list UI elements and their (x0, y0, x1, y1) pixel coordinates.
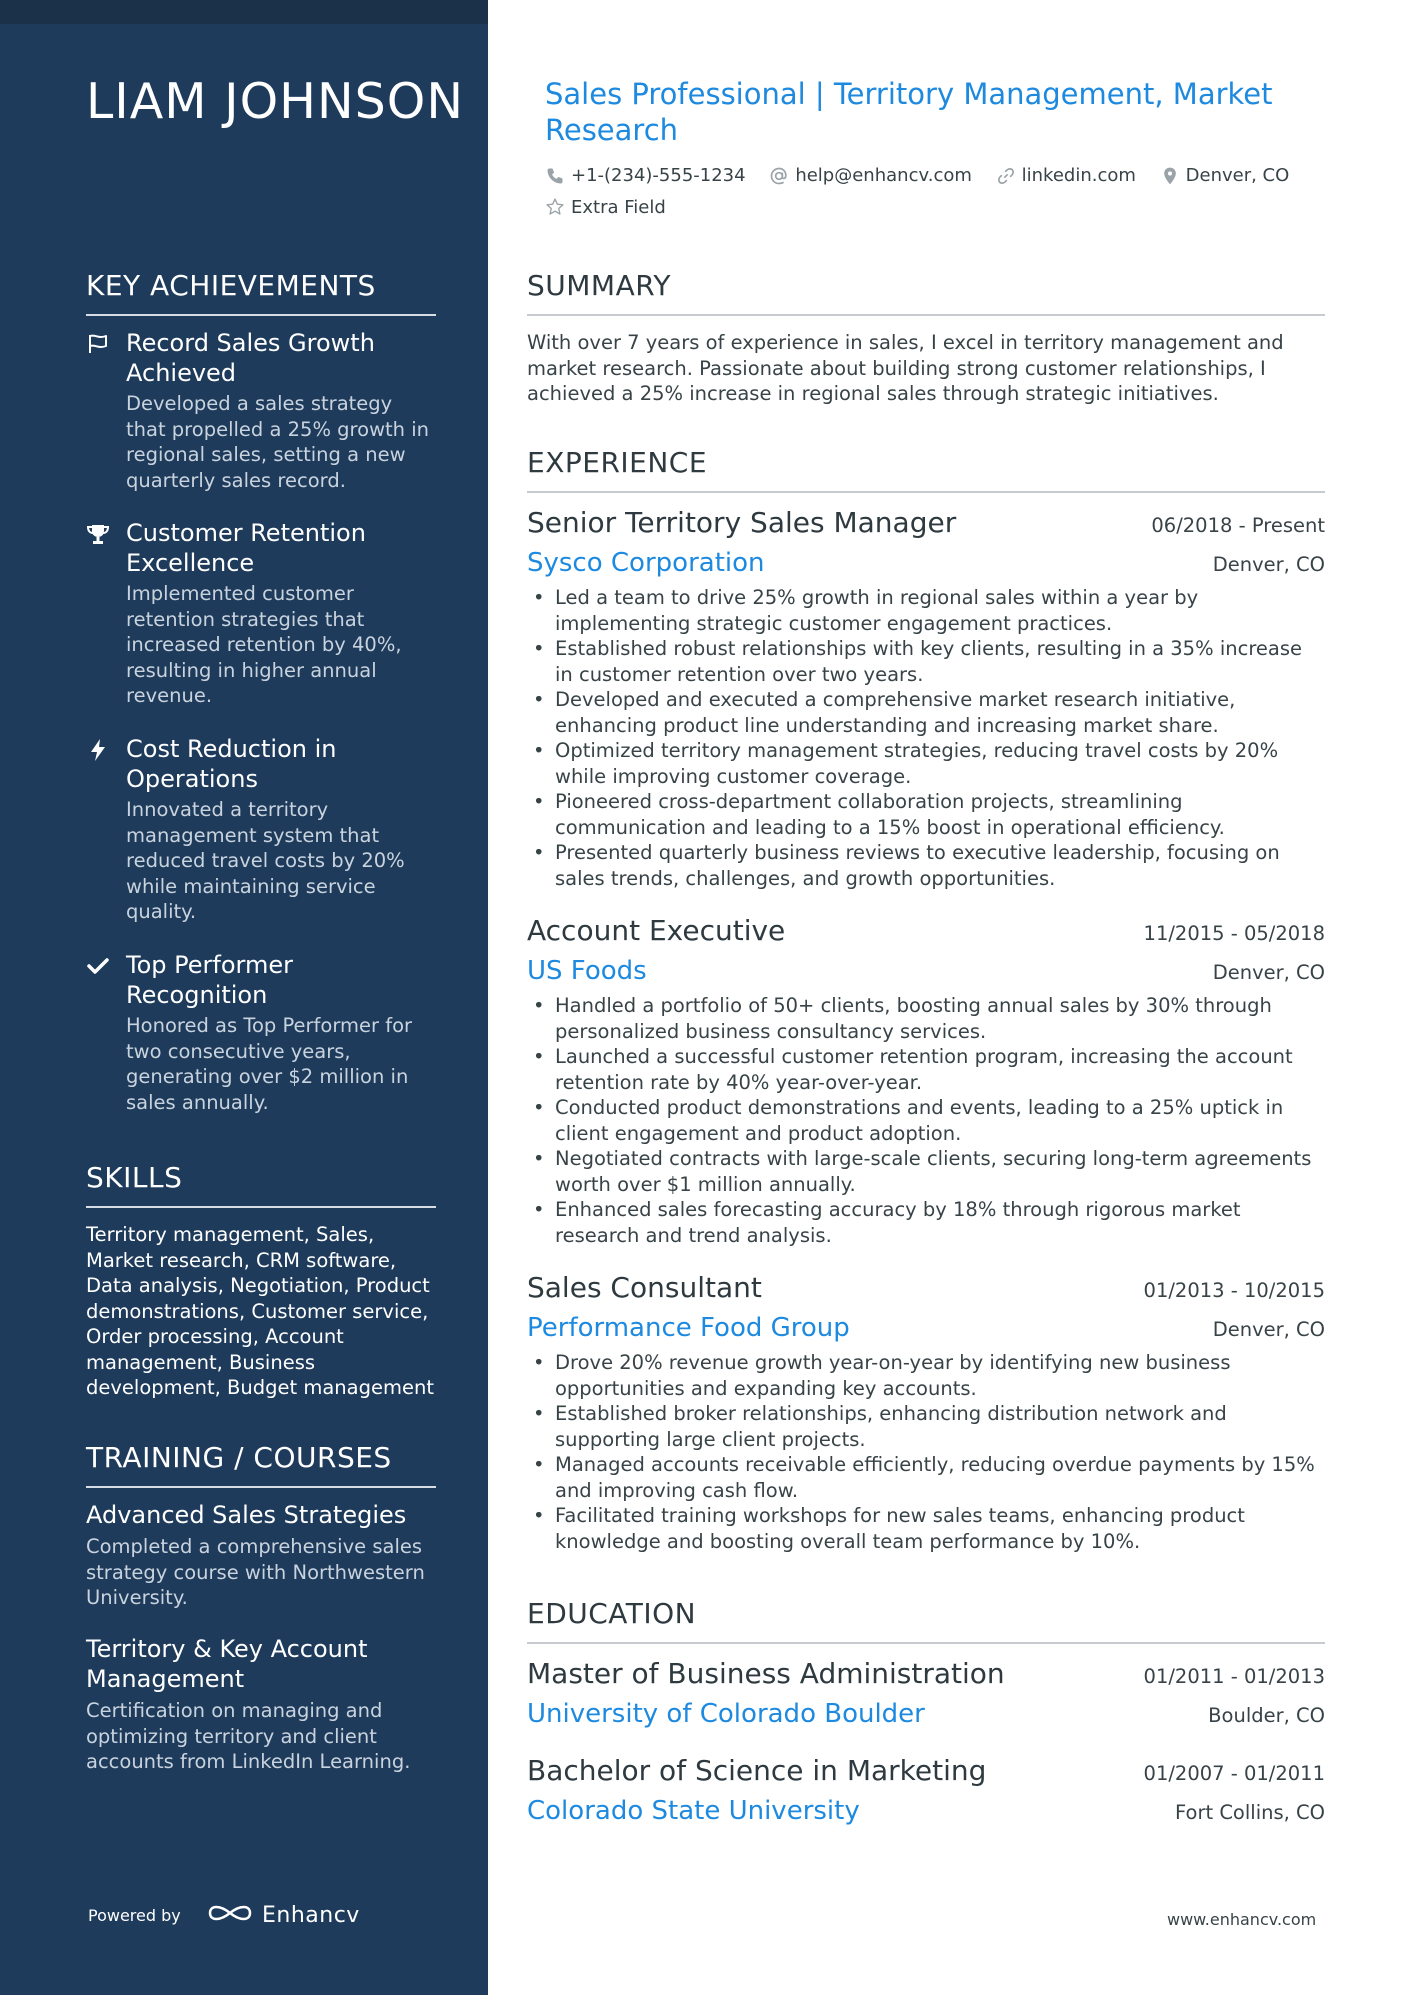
education-entry (527, 1656, 1325, 1732)
enhancv-logo-text: Enhancv (262, 1902, 360, 1928)
job-bullet: • Negotiated contracts with large-scale clients, securing long-term agreements worth over $1 million annually. (527, 1146, 1325, 1197)
enhancv-logo[interactable] (206, 1900, 360, 1930)
company-name: US Foods (527, 956, 647, 986)
job-bullet: • Handled a portfolio of 50+ clients, boosting annual sales by 30% through personalized business consultancy services. (527, 993, 1325, 1044)
job-bullet: • Managed accounts receivable efficiently, reducing overdue payments by 15% and improving cash flow. (527, 1452, 1325, 1503)
skills-heading: SKILLS (86, 1160, 436, 1208)
job-bullets (527, 1350, 1325, 1554)
job-bullet: • Developed and executed a comprehensive market research initiative, enhancing product line understanding and increasing market share. (527, 687, 1325, 738)
job-bullet: • Established broker relationships, enhancing distribution network and supporting large client projects. (527, 1401, 1325, 1452)
contact-phone[interactable] (545, 162, 746, 189)
job-date: 11/2015 - 05/2018 (1143, 922, 1325, 945)
achievement-description: Developed a sales strategy that propelled a 25% growth in regional sales, setting a new quarterly sales record. (126, 392, 429, 492)
training-courses-heading: TRAINING / COURSES (86, 1440, 436, 1488)
extra-field-text: Extra Field (571, 196, 666, 218)
education-entry (527, 1753, 1325, 1829)
location-pin-icon (1160, 166, 1180, 186)
skills-list: Territory management, Sales, Market research, CRM software, Data analysis, Negotiation, Product demonstrations, Customer service, Order processing, Account management, Business development, Budget management (86, 1223, 434, 1399)
achievement-item (86, 950, 436, 1115)
location-text: Denver, CO (1185, 165, 1290, 186)
course-description: Completed a comprehensive sales strategy course with Northwestern University. (86, 1535, 425, 1609)
phone-text: +1-(234)-555-1234 (571, 165, 746, 186)
company-name: Sysco Corporation (527, 548, 765, 578)
education-location: Boulder, CO (1208, 1704, 1325, 1727)
contact-linkedin[interactable] (996, 162, 1136, 189)
star-icon (545, 197, 565, 217)
job-date: 01/2013 - 10/2015 (1143, 1279, 1325, 1302)
summary-text: With over 7 years of experience in sales, I excel in territory management and market research. Passionate about building strong customer relationships, I achieved a 25% increase in regional sales through strategic initiatives. (527, 331, 1284, 405)
achievement-item (86, 518, 436, 709)
phone-icon (545, 166, 565, 186)
footer-url[interactable]: www.enhancv.com (1167, 1910, 1317, 1929)
job-title: Sales Consultant (527, 1271, 762, 1304)
course-description: Certification on managing and optimizing territory and client accounts from LinkedIn Learning. (86, 1699, 411, 1773)
job-bullet: • Drove 20% revenue growth year-on-year by identifying new business opportunities and expanding key accounts. (527, 1350, 1325, 1401)
lightning-icon (86, 738, 110, 762)
job-location: Denver, CO (1212, 553, 1325, 576)
education-date: 01/2007 - 01/2011 (1143, 1762, 1325, 1785)
checkmark-icon (86, 954, 110, 978)
achievement-title: Customer Retention Excellence (126, 519, 366, 577)
achievement-description: Innovated a territory management system that reduced travel costs by 20% while maintaining service quality. (126, 798, 405, 923)
company-name: Performance Food Group (527, 1313, 850, 1343)
headline: Sales Professional | Territory Management, Market Research (545, 77, 1273, 147)
contact-location (1160, 162, 1290, 189)
school-name: Colorado State University (527, 1796, 860, 1826)
degree-title: Bachelor of Science in Marketing (527, 1754, 987, 1787)
job-location: Denver, CO (1212, 1318, 1325, 1341)
job-location: Denver, CO (1212, 961, 1325, 984)
summary-heading: SUMMARY (527, 268, 1325, 316)
education-heading: EDUCATION (527, 1596, 1325, 1644)
email-text: help@enhancv.com (795, 165, 972, 186)
job-title: Senior Territory Sales Manager (527, 506, 957, 539)
key-achievements-heading: KEY ACHIEVEMENTS (86, 268, 436, 316)
job-title: Account Executive (527, 914, 786, 947)
course-item (86, 1634, 446, 1775)
job-bullet: • Presented quarterly business reviews to executive leadership, focusing on sales trends, challenges, and growth opportunities. (527, 840, 1325, 891)
job-bullets (527, 993, 1325, 1248)
at-icon (769, 166, 789, 186)
job-bullet: • Established robust relationships with key clients, resulting in a 35% increase in customer retention over two years. (527, 636, 1325, 687)
experience-heading: EXPERIENCE (527, 445, 1325, 493)
sidebar (0, 0, 488, 1995)
job-date: 06/2018 - Present (1151, 514, 1325, 537)
linkedin-text: linkedin.com (1021, 165, 1136, 186)
job-entry (527, 1270, 1325, 1554)
enhancv-logo-icon (206, 1900, 254, 1930)
job-entry (527, 913, 1325, 1248)
achievement-description: Implemented customer retention strategies that increased retention by 40%, resulting in higher annual revenue. (126, 582, 402, 707)
link-icon (996, 166, 1016, 186)
job-bullet: • Optimized territory management strategies, reducing travel costs by 20% while improving customer coverage. (527, 738, 1325, 789)
job-bullet: • Facilitated training workshops for new sales teams, enhancing product knowledge and boosting overall team performance by 10%. (527, 1503, 1325, 1554)
course-item (86, 1500, 446, 1611)
job-entry (527, 505, 1325, 891)
contact-email[interactable] (769, 162, 972, 189)
contact-extra (545, 194, 666, 221)
job-bullet: • Conducted product demonstrations and events, leading to a 25% uptick in client engagement and product adoption. (527, 1095, 1325, 1146)
job-bullet: • Launched a successful customer retention program, increasing the account retention rate by 40% year-over-year. (527, 1044, 1325, 1095)
flag-icon (86, 332, 110, 356)
achievement-item (86, 328, 436, 493)
job-bullet: • Pioneered cross-department collaboration projects, streamlining communication and leading to a 15% boost in operational efficiency. (527, 789, 1325, 840)
job-bullets (527, 585, 1325, 891)
achievement-item (86, 734, 436, 925)
course-title: Territory & Key Account Management (86, 1635, 368, 1693)
achievement-title: Top Performer Recognition (126, 951, 293, 1009)
achievement-description: Honored as Top Performer for two consecutive years, generating over $2 million in sales annually. (126, 1014, 413, 1114)
job-bullet: • Led a team to drive 25% growth in regional sales within a year by implementing strategic customer engagement practices. (527, 585, 1325, 636)
trophy-icon (86, 522, 110, 546)
achievement-title: Cost Reduction in Operations (126, 735, 337, 793)
course-title: Advanced Sales Strategies (86, 1501, 407, 1529)
school-name: University of Colorado Boulder (527, 1699, 925, 1729)
education-date: 01/2011 - 01/2013 (1143, 1665, 1325, 1688)
candidate-name: LIAM JOHNSON (86, 73, 464, 130)
contact-info (545, 162, 1345, 225)
sidebar-top-strip (0, 0, 488, 24)
achievement-title: Record Sales Growth Achieved (126, 329, 375, 387)
degree-title: Master of Business Administration (527, 1657, 1005, 1690)
job-bullet: • Enhanced sales forecasting accuracy by 18% through rigorous market research and trend analysis. (527, 1197, 1325, 1248)
education-location: Fort Collins, CO (1175, 1801, 1325, 1824)
powered-by-label: Powered by (88, 1906, 181, 1925)
